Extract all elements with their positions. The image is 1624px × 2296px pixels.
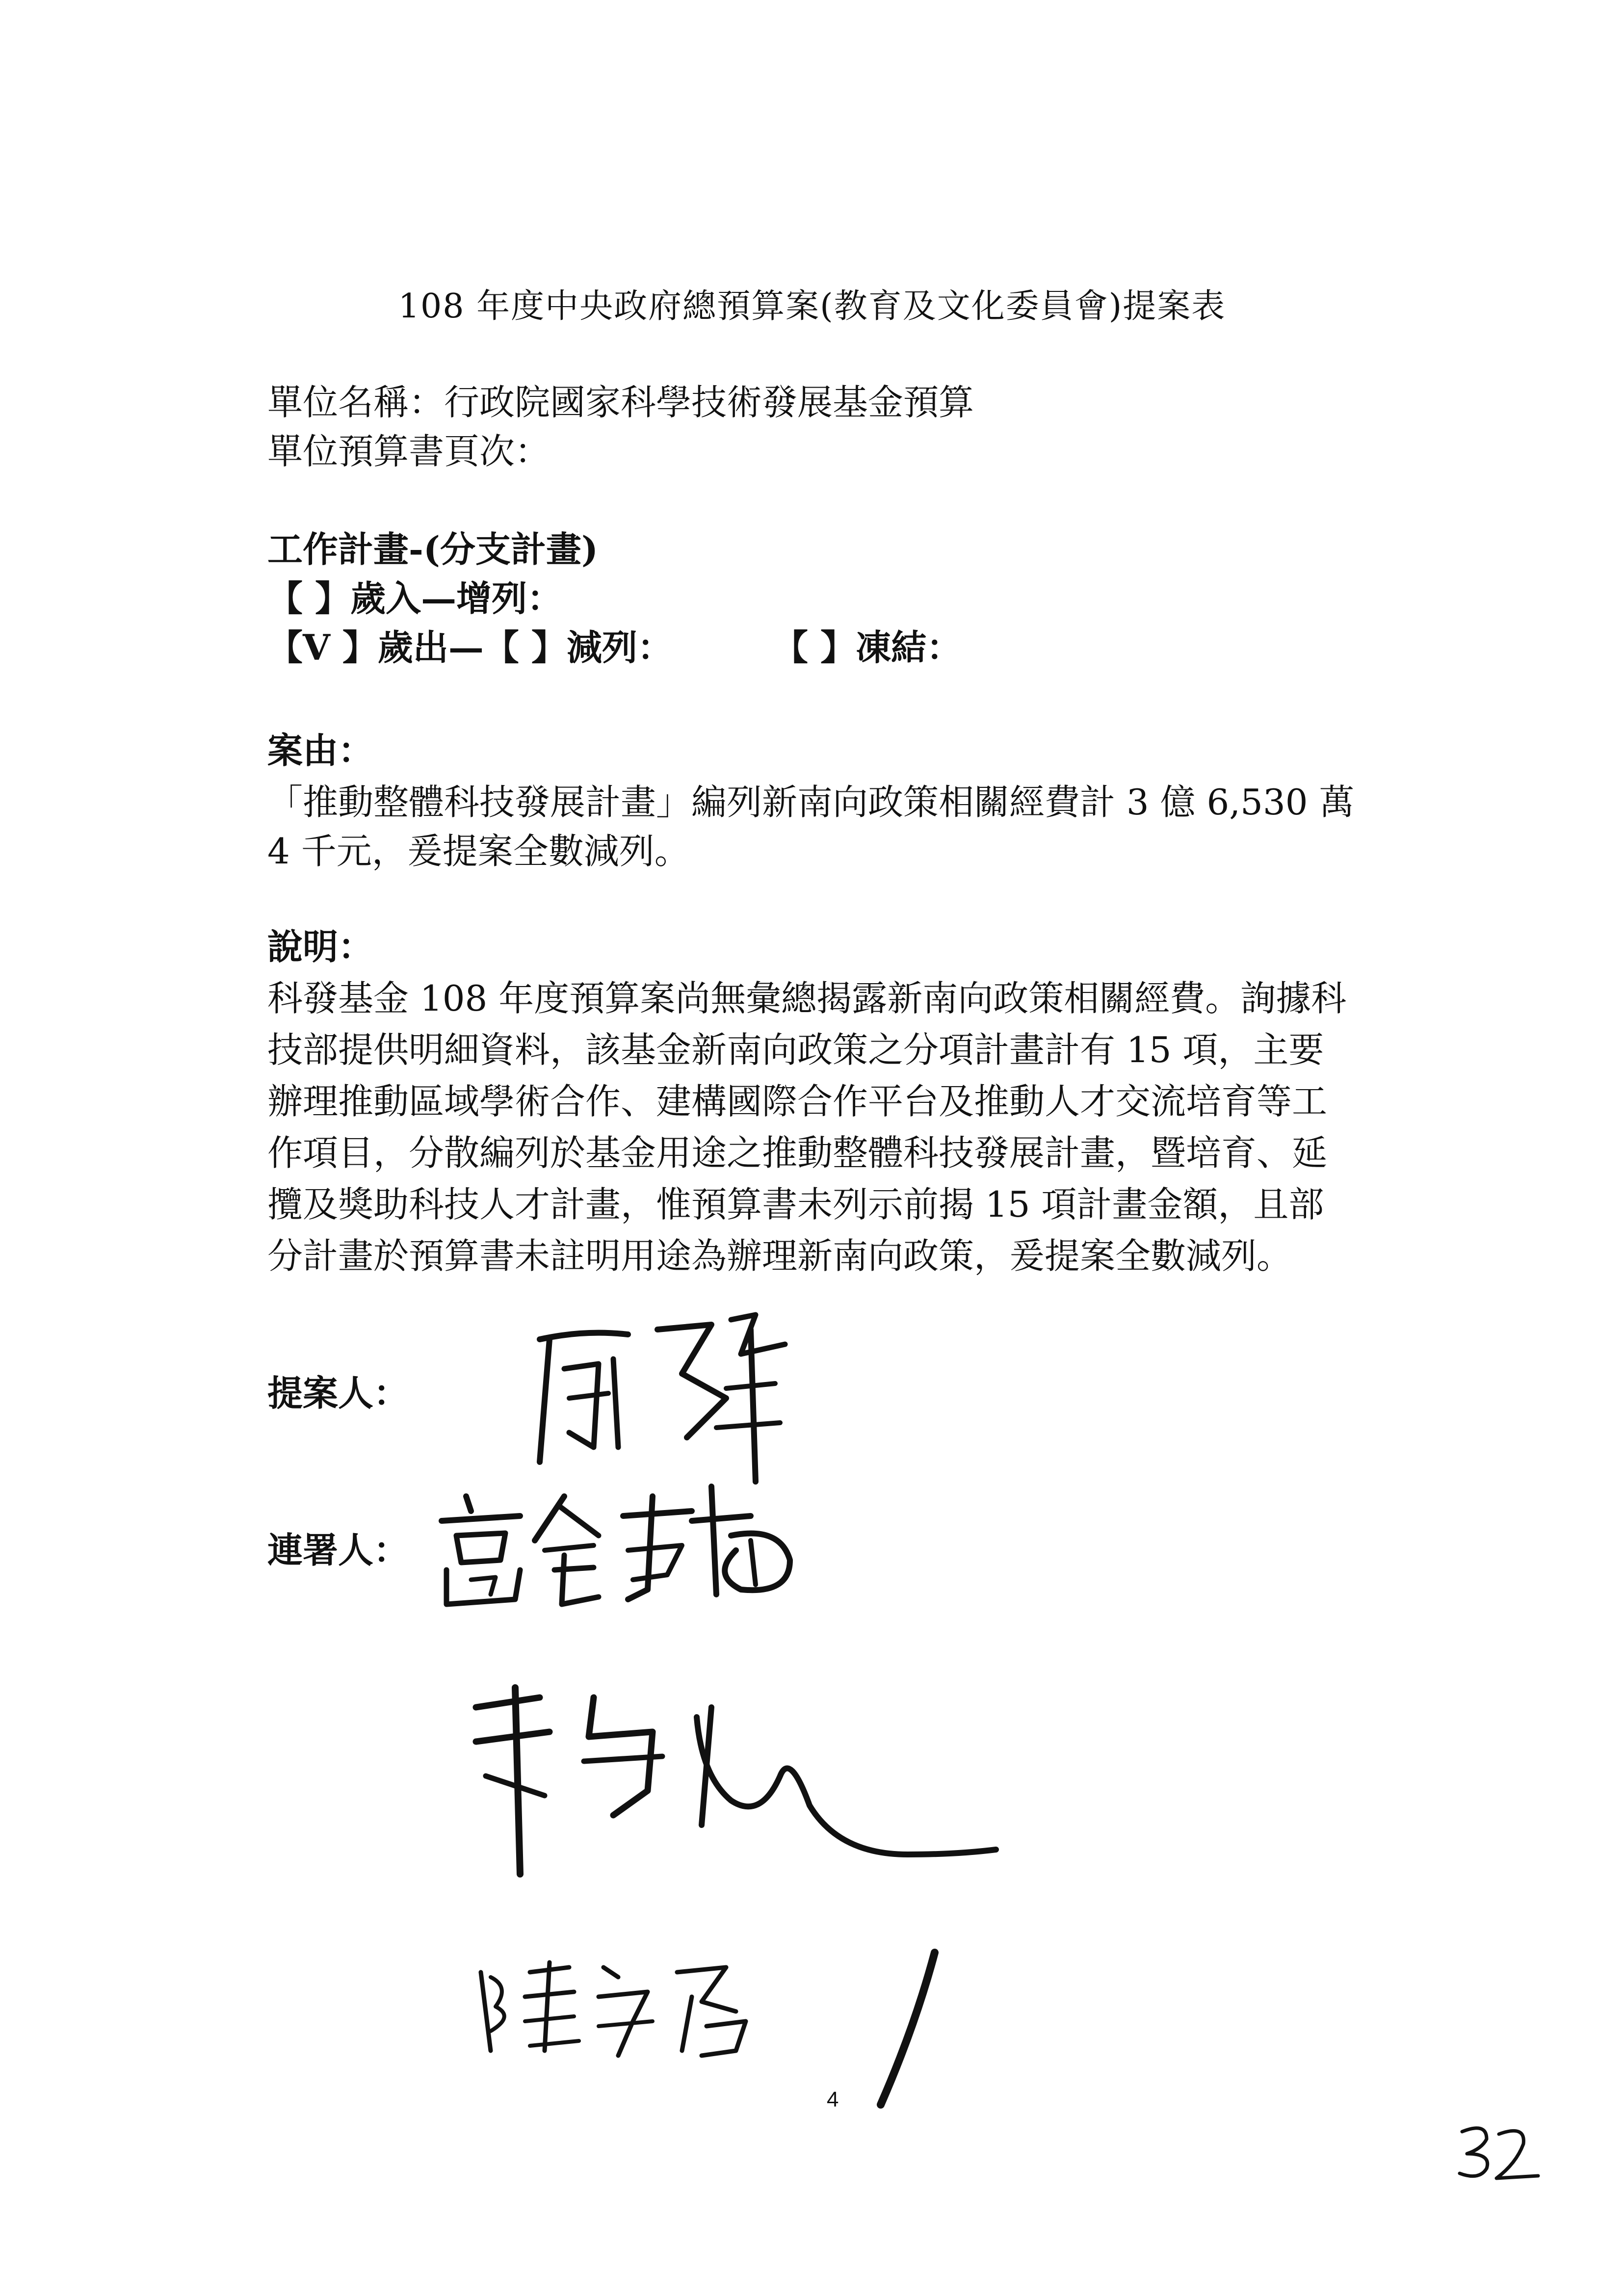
unit-name: 單位名稱：行政院國家科學技術發展基金預算 (267, 382, 974, 423)
proposer-label: 提案人： (267, 1372, 409, 1414)
reason-line: 「推動整體科技發展計畫」編列新南向政策相關經費計 3 億 6,530 萬 (267, 782, 1355, 823)
explanation-line: 分計畫於預算書未註明用途為辦理新南向政策，爰提案全數減列。 (267, 1235, 1292, 1277)
explanation-line: 攬及獎助科技人才計畫，惟預算書未列示前揭 15 項計畫金額，且部 (267, 1184, 1324, 1225)
proposer-signature (520, 1300, 795, 1487)
revenue-line: 【 】歲入—增列： (267, 577, 563, 619)
handwritten-check-mark (871, 1948, 949, 2110)
explanation-heading: 說明： (267, 926, 374, 967)
document-title: 108 年度中央政府總預算案(教育及文化委員會)提案表 (398, 287, 1226, 326)
unit-page: 單位預算書頁次： (267, 431, 550, 472)
reason-heading: 案由： (267, 730, 374, 771)
handwritten-page-mark (1452, 2119, 1541, 2183)
reason-line: 4 千元，爰提案全數減列。 (267, 831, 690, 872)
explanation-line: 辦理推動區域學術合作、建構國際合作平台及推動人才交流培育等工 (267, 1081, 1328, 1122)
explanation-line: 技部提供明細資料，該基金新南向政策之分項計畫計有 15 項，主要 (267, 1029, 1324, 1070)
page-number: 4 (827, 2087, 839, 2112)
cosigner-label: 連署人： (267, 1529, 409, 1571)
cosigner-signature-3 (471, 1953, 765, 2061)
cosigner-signature-2 (466, 1678, 1006, 1884)
explanation-line: 科發基金 108 年度預算案尚無彙總揭露新南向政策相關經費。詢據科 (267, 978, 1347, 1019)
expenditure-line-a: 【V 】歲出—【 】減列： (267, 626, 673, 668)
cosigner-signature-1 (437, 1477, 819, 1614)
explanation-line: 作項目，分散編列於基金用途之推動整體科技發展計畫，暨培育、延 (267, 1132, 1328, 1174)
work-plan-label: 工作計畫-(分支計畫) (267, 528, 599, 570)
expenditure-line-b: 【 】凍結： (773, 626, 962, 668)
